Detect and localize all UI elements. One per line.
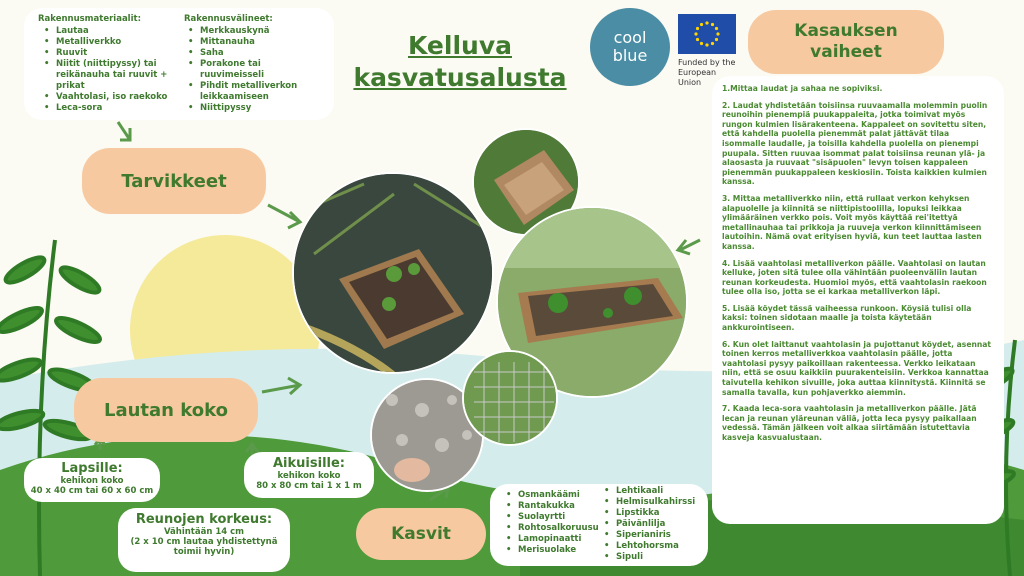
- aikuisille-title: Aikuisille:: [273, 456, 345, 471]
- eu-stars-icon: [692, 19, 722, 49]
- eu-line-1: Funded by the: [678, 58, 736, 67]
- list-item: • Rantakukka: [506, 501, 606, 512]
- list-item: • Saha: [188, 48, 324, 59]
- steps-heading-line-1: Kasauksen: [794, 21, 898, 41]
- list-item: • Niittipyssy: [188, 103, 324, 114]
- tarvikkeet-label: Tarvikkeet: [82, 148, 266, 214]
- list-item: • Päivänlilja: [604, 519, 708, 530]
- lapsille-title: Lapsille:: [61, 461, 123, 476]
- aikuisille-card: [244, 452, 374, 498]
- lapsille-line-2: 40 x 40 cm tai 60 x 60 cm: [30, 486, 154, 496]
- lapsille-line-1: kehikon koko: [60, 476, 124, 486]
- step-3: 3. Mittaa metalliverkko niin, että rullaat verkon kehyksen alapuolelle ja kiinnitä se niittipistoolilla, lopuksi leikkaa ylimääräinen verkko pois. Voit myös käyttää rei'itettyä metallinauhaa tai prikkoja ja ruuveja verkon kiinnittämiseen lautoihin. Nämä ovat erityisen hyviä, kun teet lauttaa lasten kanssa.: [722, 193, 982, 251]
- step-5: 5. Lisää köydet tässä vaiheessa runkoon. Köysiä tulisi olla kaksi: toinen sidotaan maalle ja toista käytetään ankkurointiseen.: [722, 303, 972, 333]
- steps-heading-line-2: vaiheet: [810, 42, 882, 62]
- coolblue-logo: [590, 8, 670, 86]
- title-line-2: kasvatusalusta: [353, 63, 567, 92]
- list-item: • Mittanauha: [188, 37, 324, 48]
- list-item: • Lehtohorsma: [604, 541, 708, 552]
- reunat-line-2: (2 x 10 cm lautaa yhdistettynä: [130, 537, 278, 547]
- list-item: • Pihdit metalliverkon leikkaamiseen: [188, 81, 324, 103]
- steps-heading: [748, 10, 944, 74]
- list-item: • Siperianiris: [604, 530, 708, 541]
- reunat-line-1: Vähintään 14 cm: [163, 527, 245, 537]
- list-item: • Metalliverkko: [44, 37, 178, 48]
- materials-heading: Rakennusmateriaalit:: [38, 14, 141, 24]
- list-item: • Sipuli: [604, 552, 708, 563]
- tools-heading: Rakennusvälineet:: [184, 14, 273, 24]
- list-item: • Lamopinaatti: [506, 534, 606, 545]
- aikuisille-line-2: 80 x 80 cm tai 1 x 1 m: [256, 481, 362, 491]
- step-6: 6. Kun olet laittanut vaahtolasin ja pujottanut köydet, asennat toinen kerros metalliverkkoa vaahtolasin päälle, jotta vaahtolasi pysyy paikoillaan rakenteessa. Verkko leikataan niin, että se osuu kaikkiin puurakenteisiin. Verkkoa kannattaa taivutella kehikon sivuille, joka auttaa kiinnitystä. Kiinnitä se samalla tavalla, kun pohjaverkko aiemmin.: [722, 339, 992, 397]
- mesh-frame-photo: [462, 350, 558, 446]
- list-item: • Lehtikaali: [604, 486, 708, 497]
- eu-line-2: European: [678, 68, 717, 77]
- aikuisille-line-1: kehikon koko: [277, 471, 341, 481]
- list-item: • Ruuvit: [44, 48, 178, 59]
- reunat-title: Reunojen korkeus:: [135, 512, 273, 527]
- reunat-card: [118, 508, 290, 572]
- steps-card: [712, 76, 1004, 524]
- eu-line-3: Union: [678, 78, 702, 87]
- reunat-line-3: toimii hyvin): [173, 547, 235, 557]
- title-line-1: Kelluva: [408, 31, 512, 60]
- list-item: • Vaahtolasi, iso raekoko: [44, 92, 178, 103]
- logo-line-1: cool: [613, 28, 647, 47]
- list-item: • Rohtosalkoruusu: [506, 523, 606, 534]
- lapsille-card: [24, 458, 160, 502]
- step-1: 1.Mittaa laudat ja sahaa ne sopiviksi.: [722, 84, 883, 93]
- list-item: • Lautaa: [44, 26, 178, 37]
- lautan-koko-label: Lautan koko: [74, 378, 258, 442]
- raft-water-photo: [292, 172, 494, 374]
- list-item: • Suolayrtti: [506, 512, 606, 523]
- plants-list-1: [506, 490, 606, 556]
- plants-list-2: [604, 486, 708, 563]
- page-title: [340, 30, 580, 94]
- list-item: • Lipstikka: [604, 508, 708, 519]
- step-4: 4. Lisää vaahtolasi metalliverkon päälle. Vaahtolasi on lautan kelluke, joten sitä tulee olla vähintään puoleenväliin lautan reunan korkeudesta. Huomioi myös, että vaahtolasin raekoon tulee olla iso, jotta se ei karkaa metalliverkon läpi.: [722, 258, 987, 297]
- list-item: • Merkkauskynä: [188, 26, 324, 37]
- step-7: 7. Kaada leca-sora vaahtolasin ja metalliverkon päälle. Jätä lecan ja reunan yläreunan väliä, jotta leca pysyy paikallaan vedessä. Tämän jälkeen voit alkaa siirtämään istutettavia kasveja kasvualustaan.: [722, 404, 977, 442]
- list-item: • Merisuolake: [506, 545, 606, 556]
- kasvit-label: Kasvit: [356, 508, 486, 560]
- eu-flag: [678, 14, 736, 54]
- list-item: • Leca-sora: [44, 103, 178, 114]
- materials-list: [38, 14, 178, 114]
- list-item: • Porakone tai ruuvimeisseli: [188, 59, 324, 81]
- list-item: • Niitit (niittipyssy) tai reikänauha tai ruuvit + prikat: [44, 59, 178, 92]
- step-2: 2. Laudat yhdistetään toisiinsa ruuvaamalla molemmin puolin reunoihin pienempiä puukappaleita, jotka toimivat myös rungon kulmien lisärakenteena. Kappaleet on sovitettu siten, että kahdella puolella pienemmät palat jättävät tilaa isommalle laudalle, ja toisilla kahdella puolella on pienempi puupala. Sitten ruuvaa isommat palat toisiinsa reunan ylä- ja alaosasta ja ruuvaat "sisäpuolen" levyn toisen kappaleen pienemmän puukappaleen keskiosiin. Toista kaikkien kulmien kanssa.: [722, 100, 988, 187]
- logo-line-2: blue: [612, 46, 648, 65]
- list-item: • Osmankäämi: [506, 490, 606, 501]
- list-item: • Helmisulkahirssi: [604, 497, 708, 508]
- tools-list: [184, 14, 324, 114]
